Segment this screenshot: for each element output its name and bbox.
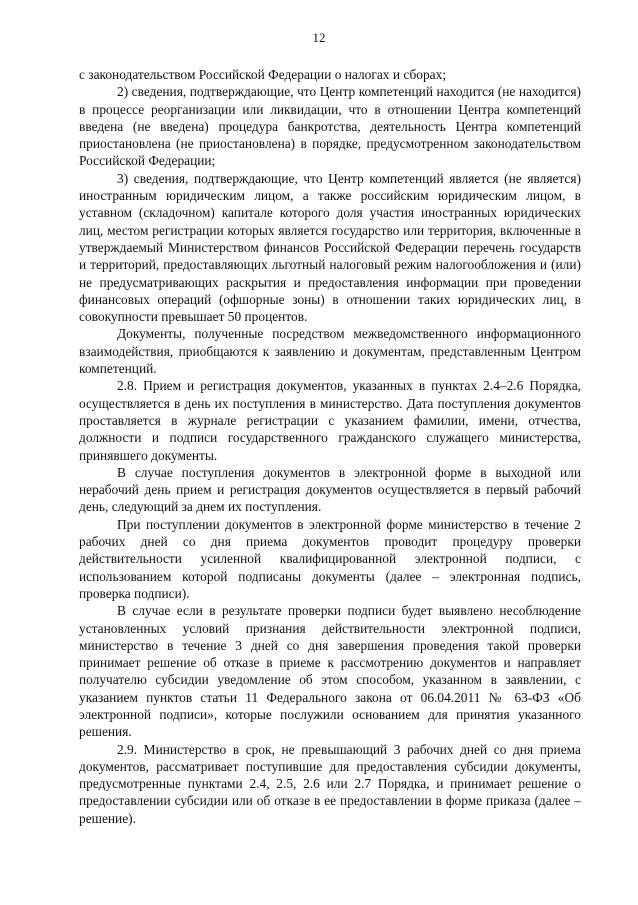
- document-body: [79, 66, 581, 827]
- paragraph-item-2: 2) сведения, подтверждающие, что Центр компетенций находится (не находится) в процессе реорганизации или ликвидации, что в отношении Центра компетенций введена (не введена) процедура банкротства, деятельность Центра компетенций приостановлена (не приостановлена) в порядке, предусмотренном законодательством Российской Федерации;: [79, 84, 581, 169]
- paragraph-2-9: 2.9. Министерство в срок, не превышающий 3 рабочих дней со дня приема документов, рассматривает поступившие для предоставления субсидии документы, предусмотренные пунктами 2.4, 2.5, 2.6 или 2.7 Порядка, и принимает решение о предоставлении субсидии или об отказе в ее предоставлении в форме приказа (далее – решение).: [79, 741, 581, 826]
- paragraph-item-3: 3) сведения, подтверждающие, что Центр компетенций является (не является) иностранным юридическим лицом, а также российским юридическим лицом, в уставном (складочном) капитале которого доля участия иностранных юридических лиц, местом регистрации которых является государство или территория, включенные в утверждаемый Министерством финансов Российской Федерации перечень государств и территорий, предоставляющих льготный налоговый режим налогообложения и (или) не предусматривающих раскрытия и предоставления информации при проведении финансовых операций (офшорные зоны) в отношении таких юридических лиц, в совокупности превышает 50 процентов.: [79, 170, 581, 325]
- page-number: 12: [312, 30, 326, 45]
- paragraph-interagency-documents: Документы, полученные посредством межведомственного информационного взаимодействия, приобщаются к заявлению и документам, представленным Центром компетенций.: [79, 326, 581, 377]
- paragraph-signature-check: При поступлении документов в электронной форме министерство в течение 2 рабочих дней со дня приема документов проводит процедуру проверки действительности усиленной квалифицированной электронной подписи, с использованием которой подписаны документы (далее – электронная подпись, проверка подписи).: [79, 516, 581, 601]
- paragraph-signature-failure: В случае если в результате проверки подписи будет выявлено несоблюдение установленных условий признания действительности электронной подписи, министерство в течение 3 дней со дня завершения проведения такой проверки принимает решение об отказе в приеме к рассмотрению документов и направляет получателю субсидии уведомление об этом способом, указанном в заявлении, с указанием пунктов статьи 11 Федерального закона от 06.04.2011 № 63-ФЗ «Об электронной подписи», которые послужили основанием для принятия указанного решения.: [79, 603, 581, 740]
- paragraph-continuation: с законодательством Российской Федерации о налогах и сборах;: [79, 67, 447, 82]
- paragraph-weekend-receipt: В случае поступления документов в электронной форме в выходной или нерабочий день прием и регистрация документов осуществляется в первый рабочий день, следующий за днем их поступления.: [79, 464, 581, 515]
- paragraph-2-8: 2.8. Прием и регистрация документов, указанных в пунктах 2.4–2.6 Порядка, осуществляется в день их поступления в министерство. Дата поступления документов проставляется в журнале регистрации с указанием фамилии, имени, отчества, должности и подписи государственного гражданского служащего министерства, принявшего документы.: [79, 378, 581, 463]
